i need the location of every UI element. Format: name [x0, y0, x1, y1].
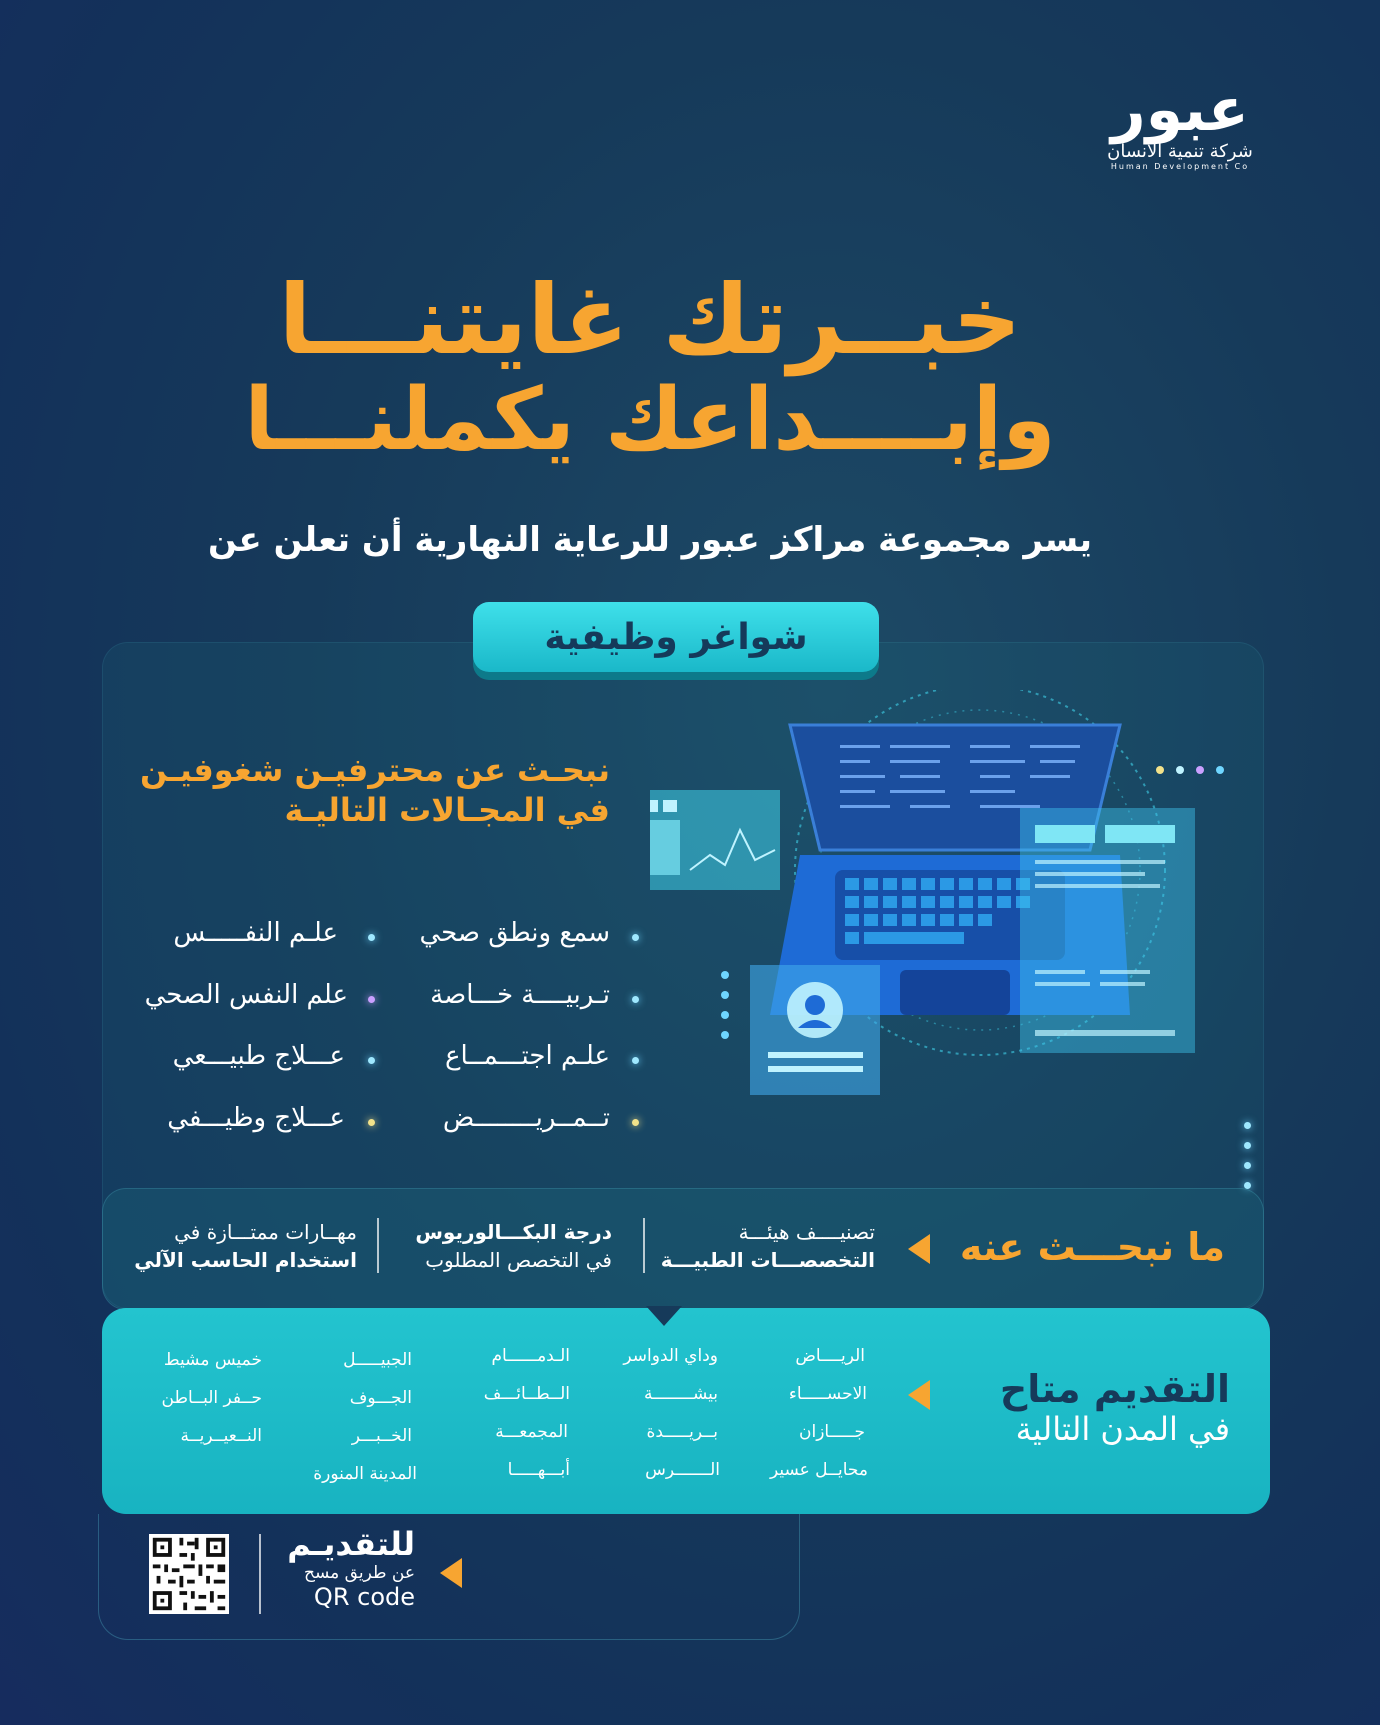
city-item: الجـــوف [349, 1388, 412, 1408]
city-item: الريــــاض [795, 1346, 865, 1366]
decor-dot-icon [1244, 1162, 1251, 1169]
field-item: تــمــريــــــــض [442, 1103, 610, 1133]
bullet-dot-icon [632, 1119, 639, 1126]
bullet-dot-icon [632, 996, 639, 1003]
requirement-item [661, 1218, 875, 1274]
divider [377, 1218, 379, 1273]
qr-title: للتقديـم [287, 1525, 415, 1563]
city-item: النــعيــريــة [180, 1426, 262, 1446]
notch-arrow-icon [646, 1306, 682, 1326]
field-item: عـــلاج طبيـــعي [172, 1041, 345, 1071]
qr-code-label: QR code [313, 1583, 415, 1611]
bullet-dot-icon [368, 1057, 375, 1064]
requirement-line: تصنيــــف هيئـــة [738, 1220, 875, 1244]
apply-heading [1000, 1368, 1230, 1448]
field-item: تـربيــــة خـــاصة [430, 980, 610, 1010]
bullet-dot-icon [368, 1119, 375, 1126]
bullet-dot-icon [368, 996, 375, 1003]
city-item: وداي الدواسر [623, 1346, 718, 1366]
requirements-title: ما نبحـــث عنه [959, 1225, 1225, 1269]
requirement-item [415, 1218, 612, 1274]
apply-title: التقديم متاح [999, 1367, 1230, 1411]
logo-subtitle: شركة تنمية الانسان [1107, 141, 1253, 162]
bullet-dot-icon [368, 934, 375, 941]
qr-text [287, 1525, 415, 1611]
field-item: عـــلاج وظيـــفي [167, 1103, 345, 1133]
field-item: علـم النفـــــس [173, 918, 338, 948]
qr-subtitle: عن طريق مسح [304, 1563, 415, 1583]
apply-subtitle: في المدن التالية [1015, 1410, 1230, 1448]
seek-line-2: في المجـالات التاليـة [284, 791, 610, 829]
city-item: الـــــــرس [645, 1460, 720, 1480]
arrow-left-icon [908, 1234, 930, 1264]
city-item: المدينة المنورة [313, 1464, 417, 1484]
headline-line-2: وإبــــداعك يكملنـــا [244, 370, 1056, 470]
city-item: الجبيـــــل [343, 1350, 412, 1370]
requirement-line-bold: درجة البكـــالوريوس [415, 1220, 612, 1244]
requirement-line: مهــارات ممتـــازة في [174, 1220, 357, 1244]
logo-english: Human Development Co [1110, 162, 1250, 171]
headline-line-1: خبــرتك غايتنـــا [278, 264, 1022, 376]
divider [643, 1218, 645, 1273]
logo-mark: عبور [1111, 75, 1249, 145]
requirement-line-bold: استخدام الحاسب الآلي [134, 1248, 357, 1272]
intro-text: يسر مجموعة مراكز عبور للرعاية النهارية أن تعلن عن [207, 520, 1093, 560]
city-item: الاحســـــاء [788, 1384, 867, 1404]
field-item: علم النفس الصحي [144, 980, 348, 1010]
city-item: المجمعـــة [495, 1422, 568, 1442]
city-item: جـــــازان [798, 1422, 865, 1442]
requirement-item [134, 1218, 357, 1274]
field-item: علـم اجتـــمــاع [444, 1041, 610, 1071]
city-item: بــريـــــدة [646, 1422, 718, 1442]
qr-code-icon[interactable] [146, 1534, 232, 1614]
city-item: أبـــهـــــا [507, 1460, 570, 1480]
laptop-illustration [650, 690, 1260, 1110]
bullet-dot-icon [632, 934, 639, 941]
city-item: خميس مشيط [163, 1350, 262, 1370]
divider [259, 1534, 261, 1614]
seek-heading [50, 750, 610, 830]
decor-dot-icon [1244, 1122, 1251, 1129]
company-logo [1080, 75, 1280, 180]
seek-line-1: نبحـث عن محترفيـن شغوفيـن [140, 751, 610, 789]
city-item: بيشــــــــة [644, 1384, 718, 1404]
decor-dot-icon [1244, 1142, 1251, 1149]
city-item: حــفر البــاطن [161, 1388, 262, 1408]
vacancies-badge: شواغر وظيفية [473, 602, 879, 672]
arrow-left-icon [908, 1380, 930, 1410]
city-item: الــطــائـــف [483, 1384, 570, 1404]
arrow-left-icon [440, 1558, 462, 1588]
city-item: الـدمــــــام [491, 1346, 570, 1366]
field-item: سمع ونطق صحي [419, 918, 610, 948]
requirement-line: في التخصص المطلوب [425, 1248, 612, 1272]
bullet-dot-icon [632, 1057, 639, 1064]
requirement-line-bold: التخصصـــات الطبيـــة [660, 1248, 875, 1272]
city-item: محايــل عسير [769, 1460, 868, 1480]
city-item: الخــبـــر [351, 1426, 412, 1446]
